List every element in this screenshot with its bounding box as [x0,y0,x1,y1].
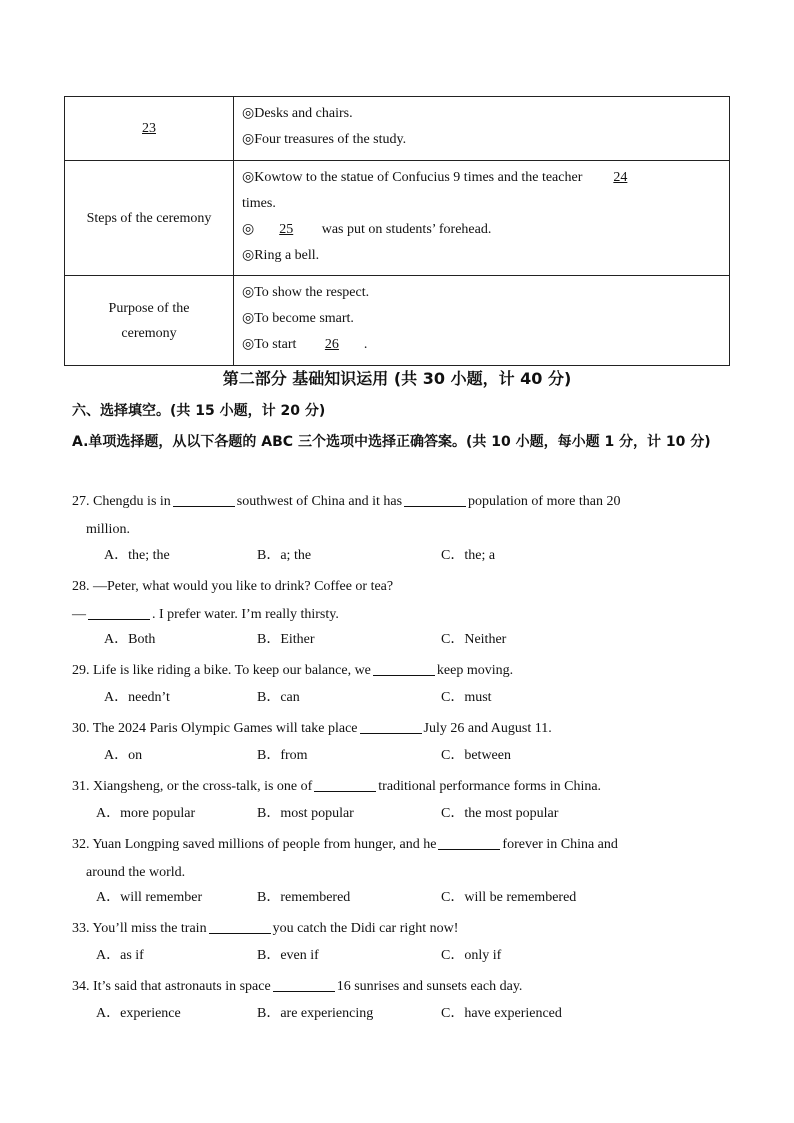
info-table [64,96,730,366]
table-line: ◎Desks and chairs. [242,106,353,121]
question-number: 27. [72,494,90,509]
table-cell-left: Steps of the ceremony [65,161,234,276]
answer-blank [314,777,376,792]
question-continuation: around the world. [86,865,186,880]
question-text: keep moving. [436,663,514,678]
question-text: You’ll miss the train [92,921,207,936]
question-32 [72,831,618,887]
question-number: 33. [72,921,90,936]
option-c[interactable]: C．between [441,748,511,763]
blank-25: 25 [279,222,294,237]
table-line [242,332,729,358]
question-28-reply [72,601,339,629]
instruction: A.单项选择题，从以下各题的 ABC 三个选项中选择正确答案。(共 10 小题，每小题 1 分，计 10 分) [72,434,711,450]
table-cell-left [65,276,234,366]
table-line: ◎To show the respect. [242,285,370,300]
option-b[interactable]: B．even if [257,948,319,963]
option-a[interactable]: A．needn’t [104,690,170,705]
question-27 [72,488,620,544]
question-text: The 2024 Paris Olympic Games will take place [92,721,358,736]
table-row [65,97,730,161]
question-text: southwest of China and it has [236,494,403,509]
table-line: ◎Four treasures of the study. [242,132,407,147]
question-28 [72,573,393,601]
question-number: 31. [72,779,90,794]
table-row [65,276,730,366]
question-number: 29. [72,663,90,678]
question-number: 28. [72,579,90,594]
question-30 [72,715,552,743]
blank-26: 26 [324,337,339,352]
blank-24: 24 [613,170,628,185]
blank-23: 23 [142,121,156,136]
question-text: —Peter, what would you like to drink? Coffee or tea? [93,579,394,594]
option-c[interactable]: C．must [441,690,492,705]
option-a[interactable]: A．experience [96,1006,181,1021]
question-text: Life is like riding a bike. To keep our balance, we [93,663,371,678]
option-c[interactable]: C．only if [441,948,502,963]
question-text: July 26 and August 11. [423,721,552,736]
option-a[interactable]: A．the; the [104,548,170,563]
option-c[interactable]: C．Neither [441,632,507,647]
question-number: 30. [72,721,90,736]
answer-blank [438,835,500,850]
question-text: . I prefer water. I’m really thirsty. [152,607,339,622]
option-b[interactable]: B．remembered [257,890,351,905]
part-title: 六、选择填空。(共 15 小题，计 20 分) [72,403,326,419]
question-text: It’s said that astronauts in space [93,979,271,994]
table-cell-right [234,97,730,161]
table-cell-right [234,161,730,276]
question-text: population of more than 20 [468,494,621,509]
answer-blank [88,605,150,620]
question-text: traditional performance forms in China. [378,779,602,794]
question-31 [72,773,601,801]
section-title: 第二部分 基础知识运用 (共 30 小题，计 40 分) [222,369,572,388]
table-left-line: Purpose of the [108,300,190,316]
option-b[interactable]: B．can [257,690,300,705]
question-text: Xiangsheng, or the cross-talk, is one of [93,779,313,794]
table-text: was put on students’ forehead. [318,222,492,237]
table-left-line: ceremony [121,325,177,341]
option-a[interactable]: A．more popular [96,806,196,821]
option-b[interactable]: B．a; the [257,548,312,563]
answer-blank [404,492,466,507]
table-line: times. [242,196,276,211]
question-34 [72,973,522,1001]
table-cell-left [65,97,234,161]
answer-blank [209,919,271,934]
option-c[interactable]: C．the most popular [441,806,559,821]
answer-blank [373,661,435,676]
option-a[interactable]: A．will remember [96,890,203,905]
answer-blank [173,492,235,507]
table-text: ◎To start [242,337,300,352]
table-line: ◎Ring a bell. [242,248,320,263]
table-cell-right [234,276,730,366]
question-33 [72,915,458,943]
table-row [65,161,730,276]
question-text: forever in China and [502,837,618,852]
option-a[interactable]: A．Both [104,632,156,647]
answer-blank [360,719,422,734]
option-c[interactable]: C．have experienced [441,1006,562,1021]
question-text: 16 sunrises and sunsets each day. [336,979,523,994]
question-number: 32. [72,837,90,852]
option-b[interactable]: B．Either [257,632,315,647]
question-continuation: million. [86,522,130,537]
question-29 [72,657,513,685]
question-number: 34. [72,979,90,994]
option-b[interactable]: B．from [257,748,308,763]
table-line [242,217,729,243]
question-text: you catch the Didi car right now! [272,921,459,936]
question-text: Chengdu is in [93,494,171,509]
table-text: . [363,337,368,352]
option-b[interactable]: B．are experiencing [257,1006,374,1021]
table-text: ◎Kowtow to the statue of Confucius 9 times and the teacher [242,170,583,185]
option-a[interactable]: A．as if [96,948,144,963]
table-text: ◎ [242,222,255,237]
question-text: — [72,607,86,622]
option-a[interactable]: A．on [104,748,143,763]
question-text: Yuan Longping saved millions of people from hunger, and he [92,837,437,852]
table-line [242,165,729,191]
table-line: ◎To become smart. [242,311,354,326]
option-c[interactable]: C．will be remembered [441,890,577,905]
answer-blank [273,977,335,992]
option-b[interactable]: B．most popular [257,806,354,821]
option-c[interactable]: C．the; a [441,548,496,563]
